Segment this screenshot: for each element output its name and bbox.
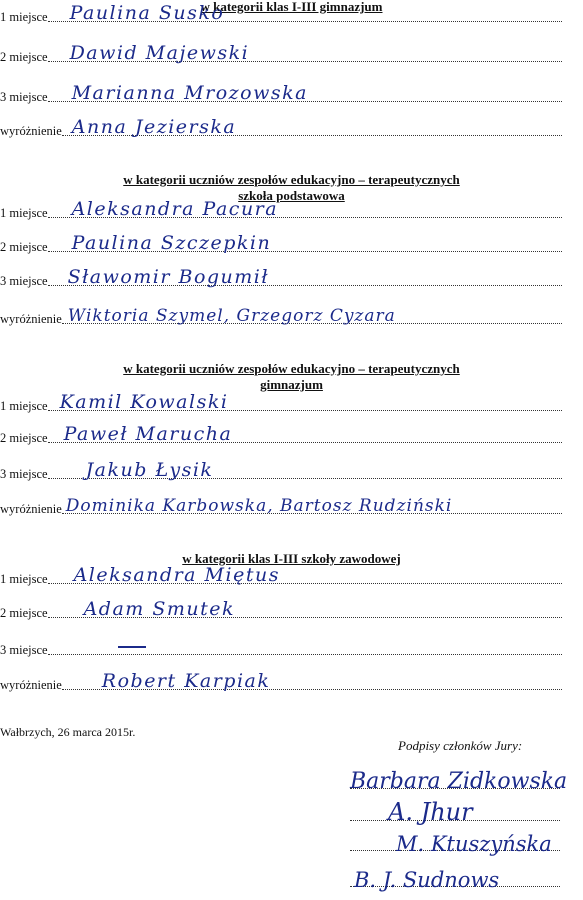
- section-3-row-1: [0, 393, 562, 415]
- dotted-line: [48, 636, 562, 655]
- place-label: wyróżnienie: [0, 124, 62, 138]
- signature-line-2: [350, 796, 560, 826]
- place-label: 1 miejsce: [0, 572, 48, 586]
- place-label: 1 miejsce: [0, 206, 48, 220]
- handwritten-dash: [118, 646, 146, 648]
- signature: A. Jhur: [388, 798, 473, 826]
- section-3-title: w kategorii uczniów zespołów edukacyjno – terapeutycznych: [123, 361, 460, 376]
- handwritten-name: Wiktoria Szymel, Grzegorz Cyzara: [67, 306, 396, 326]
- dotted-line: [48, 43, 562, 62]
- place-label: 2 miejsce: [0, 240, 48, 254]
- dotted-line: [62, 117, 562, 136]
- handwritten-name: Kamil Kowalski: [59, 391, 229, 413]
- section-2-row-3: [0, 268, 562, 290]
- dotted-line: [48, 3, 562, 22]
- section-2-title: w kategorii uczniów zespołów edukacyjno – terapeutycznych: [123, 172, 460, 187]
- handwritten-name: Sławomir Bogumił: [67, 266, 270, 288]
- dotted-line: [48, 392, 562, 411]
- section-2-row-1: [0, 200, 562, 222]
- handwritten-name: Robert Karpiak: [101, 670, 271, 692]
- place-label: 2 miejsce: [0, 606, 48, 620]
- signature: M. Ktuszyńska: [396, 832, 552, 856]
- section-3-row-3: [0, 461, 562, 483]
- section-1-row-4: [0, 118, 562, 140]
- section-1-title: w kategorii klas I-III gimnazjum: [200, 0, 383, 14]
- place-label: 2 miejsce: [0, 50, 48, 64]
- dotted-line: [48, 565, 562, 584]
- place-label: 2 miejsce: [0, 431, 48, 445]
- place-label: wyróżnienie: [0, 312, 62, 326]
- handwritten-name: Paweł Marucha: [63, 423, 233, 445]
- section-3-row-4: [0, 496, 562, 518]
- handwritten-name: Dawid Majewski: [69, 42, 250, 64]
- section-4-row-3: [0, 637, 562, 659]
- signature: Barbara Zidkowska: [350, 769, 568, 794]
- section-4-title: w kategorii klas I-III szkoły zawodowej: [182, 551, 401, 566]
- section-4-row-4: [0, 672, 562, 694]
- section-3-subtitle: gimnazjum: [260, 377, 323, 392]
- handwritten-name: Paulina Szczepkin: [71, 232, 272, 254]
- handwritten-name: Paulina Susko: [69, 2, 225, 24]
- dotted-line: [62, 495, 562, 514]
- dotted-line: [62, 305, 562, 324]
- signature-line-3: [350, 826, 560, 856]
- place-date: Wałbrzych, 26 marca 2015r.: [0, 725, 136, 739]
- signature-line-1: [350, 764, 568, 794]
- section-1-row-2: [0, 44, 562, 66]
- place-label: 3 miejsce: [0, 274, 48, 288]
- place-label: wyróżnienie: [0, 502, 62, 516]
- dotted-line: [48, 233, 562, 252]
- handwritten-name: Jakub Łysik: [85, 459, 214, 481]
- handwritten-name: Anna Jezierska: [71, 116, 237, 138]
- section-2-row-4: [0, 306, 562, 328]
- place-label: 3 miejsce: [0, 467, 48, 481]
- place-label: 3 miejsce: [0, 643, 48, 657]
- section-3-row-2: [0, 425, 562, 447]
- place-label: 1 miejsce: [0, 10, 48, 24]
- section-1-row-1: [0, 4, 562, 26]
- dotted-line: [48, 83, 562, 102]
- signatures-label: Podpisy członków Jury:: [398, 738, 523, 753]
- place-label: 3 miejsce: [0, 90, 48, 104]
- section-1-row-3: [0, 84, 562, 106]
- handwritten-name: Dominika Karbowska, Bartosz Rudziński: [65, 496, 453, 516]
- signature: B. J. Sudnows: [354, 868, 500, 892]
- dotted-line: [48, 599, 562, 618]
- section-2-row-2: [0, 234, 562, 256]
- dotted-line: [48, 460, 562, 479]
- section-2-subtitle: szkoła podstawowa: [238, 188, 345, 203]
- handwritten-name: Marianna Mrozowska: [71, 82, 308, 104]
- dotted-line: [48, 424, 562, 443]
- section-4-row-1: [0, 566, 562, 588]
- dotted-line: [62, 671, 562, 690]
- section-4-row-2: [0, 600, 562, 622]
- place-label: 1 miejsce: [0, 399, 48, 413]
- handwritten-name: Adam Smutek: [83, 598, 235, 620]
- handwritten-name: Aleksandra Pacura: [71, 198, 279, 220]
- signature-line-4: [350, 862, 560, 892]
- dotted-line: [48, 267, 562, 286]
- place-label: wyróżnienie: [0, 678, 62, 692]
- dotted-line: [48, 199, 562, 218]
- handwritten-name: Aleksandra Miętus: [73, 564, 280, 586]
